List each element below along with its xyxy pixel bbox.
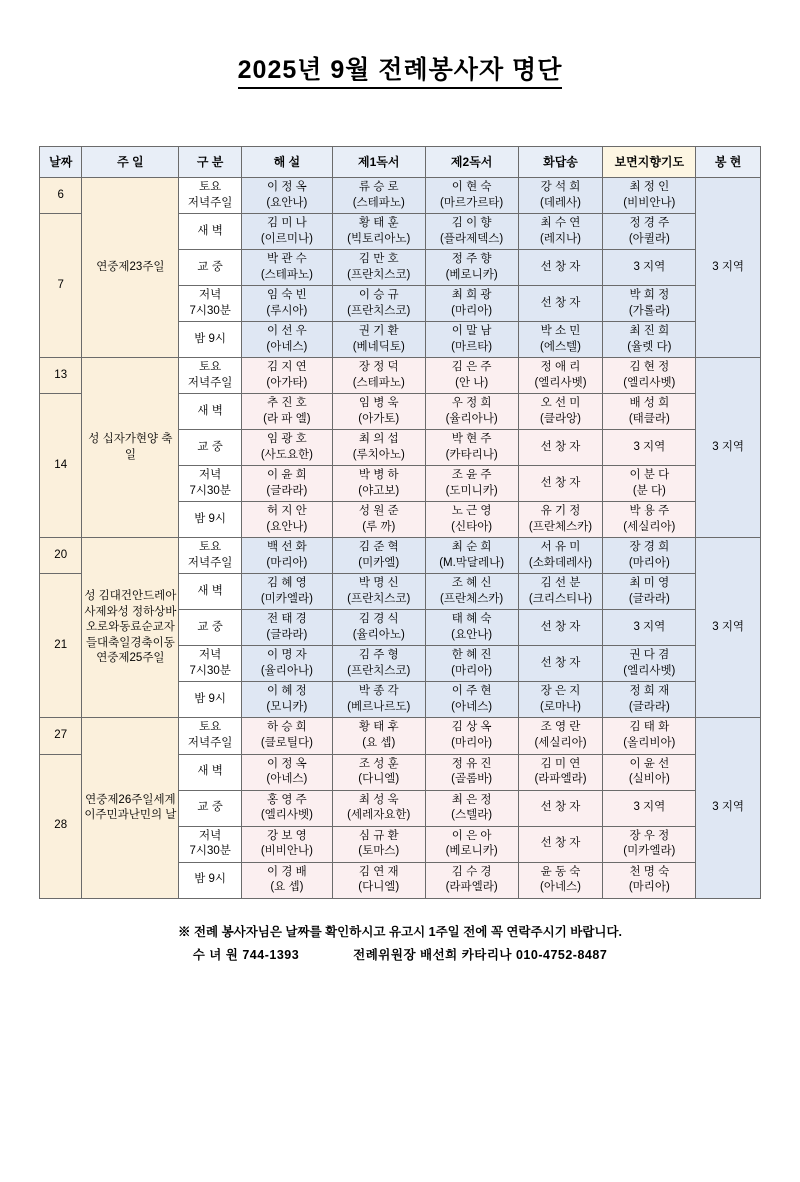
cell-second-reader: 최 은 정 (스텔라) — [425, 790, 518, 826]
cell-intercessor: 배 성 희 (태클라) — [603, 394, 696, 430]
cell-mass-type: 토요 저녁주일 — [179, 178, 242, 214]
cell-second-reader: 이 말 남 (마르타) — [425, 322, 518, 358]
cell-psalmist: 유 기 정 (프란체스카) — [518, 502, 603, 538]
cell-sunday-name: 성 십자가현양 축일 — [82, 358, 179, 538]
page-title-text: 2025년 9월 전례봉사자 명단 — [238, 56, 563, 89]
cell-second-reader: 노 근 영 (신타아) — [425, 502, 518, 538]
footer-contact-chair: 전례위원장 배선희 카타리나 010-4752-8487 — [353, 948, 608, 963]
cell-commentator: 이 정 옥 (요안나) — [241, 178, 332, 214]
cell-psalmist: 선 창 자 — [518, 790, 603, 826]
cell-psalmist: 강 석 희 (데레사) — [518, 178, 603, 214]
cell-second-reader: 이 현 숙 (마르가르타) — [425, 178, 518, 214]
cell-second-reader: 우 정 희 (율리아나) — [425, 394, 518, 430]
header-second-reading: 제2독서 — [425, 147, 518, 178]
cell-second-reader: 김 이 향 (플라제덱스) — [425, 214, 518, 250]
cell-psalmist: 선 창 자 — [518, 466, 603, 502]
cell-psalmist: 선 창 자 — [518, 826, 603, 862]
cell-psalmist: 김 미 연 (라파엘라) — [518, 754, 603, 790]
cell-sunday-name: 성 김대건안드레아사제와성 정하상바오로와동료순교자들대축일경축이동연중제25주일 — [82, 538, 179, 718]
cell-offering-zone: 3 지역 — [696, 358, 761, 538]
cell-commentator: 이 정 옥 (아네스) — [241, 754, 332, 790]
cell-first-reader: 박 종 각 (베르나르도) — [332, 682, 425, 718]
cell-offering-zone: 3 지역 — [696, 538, 761, 718]
table-row — [40, 538, 761, 574]
cell-commentator: 이 윤 희 (글라라) — [241, 466, 332, 502]
cell-psalmist: 서 유 미 (소화데레사) — [518, 538, 603, 574]
cell-date-saturday: 13 — [40, 358, 82, 394]
cell-commentator: 임 숙 빈 (루시아) — [241, 286, 332, 322]
cell-sunday-name: 연중제26주일세계 이주민과난민의 날 — [82, 718, 179, 898]
header-sunday: 주 일 — [82, 147, 179, 178]
table-body — [40, 178, 761, 899]
cell-intercessor: 박 용 주 (세실리아) — [603, 502, 696, 538]
cell-first-reader: 박 병 하 (야고보) — [332, 466, 425, 502]
cell-intercessor: 3 지역 — [603, 250, 696, 286]
cell-first-reader: 황 태 훈 (빅토리아노) — [332, 214, 425, 250]
cell-mass-type: 교 중 — [179, 430, 242, 466]
footer-contact-convent: 수 녀 원 744-1393 — [192, 948, 300, 963]
cell-mass-type: 밤 9시 — [179, 322, 242, 358]
cell-date-sunday: 21 — [40, 574, 82, 718]
cell-psalmist: 정 애 리 (엘리사벳) — [518, 358, 603, 394]
cell-date-sunday: 14 — [40, 394, 82, 538]
cell-date-sunday: 28 — [40, 754, 82, 898]
cell-mass-type: 밤 9시 — [179, 502, 242, 538]
cell-mass-type: 토요 저녁주일 — [179, 538, 242, 574]
cell-first-reader: 박 명 신 (프란치스코) — [332, 574, 425, 610]
cell-commentator: 홍 영 주 (엘리사벳) — [241, 790, 332, 826]
cell-second-reader: 이 은 아 (베로니카) — [425, 826, 518, 862]
cell-commentator: 김 지 연 (아가타) — [241, 358, 332, 394]
cell-second-reader: 김 은 주 (안 나) — [425, 358, 518, 394]
cell-mass-type: 새 벽 — [179, 214, 242, 250]
cell-intercessor: 이 분 다 (분 다) — [603, 466, 696, 502]
cell-commentator: 이 선 우 (아네스) — [241, 322, 332, 358]
cell-mass-type: 저녁 7시30분 — [179, 646, 242, 682]
cell-first-reader: 조 성 훈 (다니엘) — [332, 754, 425, 790]
cell-mass-type: 새 벽 — [179, 394, 242, 430]
cell-offering-zone: 3 지역 — [696, 718, 761, 898]
cell-psalmist: 선 창 자 — [518, 610, 603, 646]
cell-intercessor: 최 정 인 (비비안나) — [603, 178, 696, 214]
cell-commentator: 전 태 경 (글라라) — [241, 610, 332, 646]
cell-intercessor: 권 다 겸 (엘리사벳) — [603, 646, 696, 682]
header-gubun: 구 분 — [179, 147, 242, 178]
cell-intercessor: 최 진 희 (율렛 다) — [603, 322, 696, 358]
cell-psalmist: 선 창 자 — [518, 646, 603, 682]
cell-first-reader: 이 승 규 (프란치스코) — [332, 286, 425, 322]
cell-mass-type: 저녁 7시30분 — [179, 466, 242, 502]
cell-first-reader: 김 만 호 (프란치스코) — [332, 250, 425, 286]
cell-intercessor: 김 현 정 (엘리사벳) — [603, 358, 696, 394]
cell-mass-type: 교 중 — [179, 610, 242, 646]
cell-second-reader: 이 주 현 (아네스) — [425, 682, 518, 718]
cell-first-reader: 김 주 형 (프란치스코) — [332, 646, 425, 682]
cell-commentator: 이 혜 정 (모니카) — [241, 682, 332, 718]
cell-date-saturday: 6 — [40, 178, 82, 214]
cell-psalmist: 선 창 자 — [518, 250, 603, 286]
cell-mass-type: 밤 9시 — [179, 682, 242, 718]
cell-intercessor: 정 희 재 (글라라) — [603, 682, 696, 718]
cell-mass-type: 새 벽 — [179, 754, 242, 790]
cell-intercessor: 이 윤 선 (실비아) — [603, 754, 696, 790]
cell-date-sunday: 7 — [40, 214, 82, 358]
cell-commentator: 이 경 배 (요 셉) — [241, 862, 332, 898]
cell-second-reader: 태 혜 숙 (요안나) — [425, 610, 518, 646]
cell-date-saturday: 20 — [40, 538, 82, 574]
cell-psalmist: 박 소 민 (에스텔) — [518, 322, 603, 358]
cell-intercessor: 장 우 정 (미카엘라) — [603, 826, 696, 862]
cell-intercessor: 최 미 영 (글라라) — [603, 574, 696, 610]
cell-second-reader: 조 윤 주 (도미니카) — [425, 466, 518, 502]
cell-intercessor: 김 태 화 (올리비아) — [603, 718, 696, 754]
cell-first-reader: 김 경 식 (율리아노) — [332, 610, 425, 646]
cell-mass-type: 토요 저녁주일 — [179, 718, 242, 754]
cell-mass-type: 새 벽 — [179, 574, 242, 610]
header-intercession: 보면지향기도 — [603, 147, 696, 178]
cell-mass-type: 토요 저녁주일 — [179, 358, 242, 394]
cell-psalmist: 장 은 지 (로마나) — [518, 682, 603, 718]
cell-psalmist: 조 영 란 (세실리아) — [518, 718, 603, 754]
cell-intercessor: 정 경 주 (아퀼라) — [603, 214, 696, 250]
cell-second-reader: 한 혜 진 (마리아) — [425, 646, 518, 682]
cell-commentator: 백 선 화 (마리아) — [241, 538, 332, 574]
cell-first-reader: 장 정 덕 (스테파노) — [332, 358, 425, 394]
cell-first-reader: 최 성 욱 (세레자요한) — [332, 790, 425, 826]
cell-mass-type: 교 중 — [179, 790, 242, 826]
header-responsorial: 화답송 — [518, 147, 603, 178]
cell-psalmist: 선 창 자 — [518, 430, 603, 466]
cell-second-reader: 김 수 경 (라파엘라) — [425, 862, 518, 898]
cell-commentator: 강 보 영 (비비안나) — [241, 826, 332, 862]
page-title — [0, 50, 800, 86]
cell-sunday-name: 연중제23주일 — [82, 178, 179, 358]
cell-intercessor: 3 지역 — [603, 430, 696, 466]
cell-date-saturday: 27 — [40, 718, 82, 754]
header-offering: 봉 현 — [696, 147, 761, 178]
cell-commentator: 김 미 나 (이르미나) — [241, 214, 332, 250]
table-header-row — [40, 147, 761, 178]
cell-commentator: 이 명 자 (율리아나) — [241, 646, 332, 682]
header-date: 날짜 — [40, 147, 82, 178]
cell-first-reader: 권 기 환 (베네딕토) — [332, 322, 425, 358]
header-first-reading: 제1독서 — [332, 147, 425, 178]
cell-first-reader: 임 병 욱 (아가토) — [332, 394, 425, 430]
cell-first-reader: 최 의 섭 (루치아노) — [332, 430, 425, 466]
cell-second-reader: 김 상 옥 (마리아) — [425, 718, 518, 754]
table-row — [40, 718, 761, 754]
document-page — [0, 50, 800, 1182]
cell-mass-type: 밤 9시 — [179, 862, 242, 898]
cell-offering-zone: 3 지역 — [696, 178, 761, 358]
cell-first-reader: 김 준 혁 (미카엘) — [332, 538, 425, 574]
cell-first-reader: 류 승 로 (스테파노) — [332, 178, 425, 214]
cell-commentator: 김 혜 영 (미카엘라) — [241, 574, 332, 610]
cell-intercessor: 장 경 희 (마리아) — [603, 538, 696, 574]
cell-psalmist: 윤 동 숙 (아네스) — [518, 862, 603, 898]
cell-second-reader: 박 현 주 (카타리나) — [425, 430, 518, 466]
cell-first-reader: 성 원 준 (루 까) — [332, 502, 425, 538]
footer-notes — [0, 921, 800, 969]
table-row — [40, 178, 761, 214]
cell-second-reader: 조 혜 신 (프란체스카) — [425, 574, 518, 610]
cell-intercessor: 3 지역 — [603, 790, 696, 826]
cell-commentator: 임 광 호 (사도요한) — [241, 430, 332, 466]
cell-intercessor: 천 명 숙 (마리아) — [603, 862, 696, 898]
cell-commentator: 하 승 희 (클로틸다) — [241, 718, 332, 754]
cell-mass-type: 저녁 7시30분 — [179, 286, 242, 322]
cell-commentator: 박 관 수 (스테파노) — [241, 250, 332, 286]
cell-commentator: 추 진 호 (라 파 엘) — [241, 394, 332, 430]
cell-intercessor: 박 희 정 (가롤라) — [603, 286, 696, 322]
cell-mass-type: 저녁 7시30분 — [179, 826, 242, 862]
cell-psalmist: 선 창 자 — [518, 286, 603, 322]
cell-second-reader: 정 유 진 (골롬바) — [425, 754, 518, 790]
cell-psalmist: 김 선 분 (크리스티나) — [518, 574, 603, 610]
cell-second-reader: 최 순 희 (M.막달레나) — [425, 538, 518, 574]
header-commentary: 해 설 — [241, 147, 332, 178]
cell-first-reader: 심 규 환 (토마스) — [332, 826, 425, 862]
liturgy-schedule-table — [39, 146, 761, 899]
footer-contacts — [0, 944, 800, 968]
cell-mass-type: 교 중 — [179, 250, 242, 286]
cell-first-reader: 김 연 재 (다니엘) — [332, 862, 425, 898]
cell-second-reader: 최 희 광 (마리아) — [425, 286, 518, 322]
cell-psalmist: 오 선 미 (클라앙) — [518, 394, 603, 430]
cell-second-reader: 정 주 향 (베로니카) — [425, 250, 518, 286]
cell-psalmist: 최 수 연 (레지나) — [518, 214, 603, 250]
cell-commentator: 허 지 안 (요안나) — [241, 502, 332, 538]
table-row — [40, 358, 761, 394]
cell-intercessor: 3 지역 — [603, 610, 696, 646]
footer-notice: ※ 전례 봉사자님은 날짜를 확인하시고 유고시 1주일 전에 꼭 연락주시기 바랍니다. — [177, 924, 623, 939]
cell-first-reader: 황 태 후 (요 셉) — [332, 718, 425, 754]
